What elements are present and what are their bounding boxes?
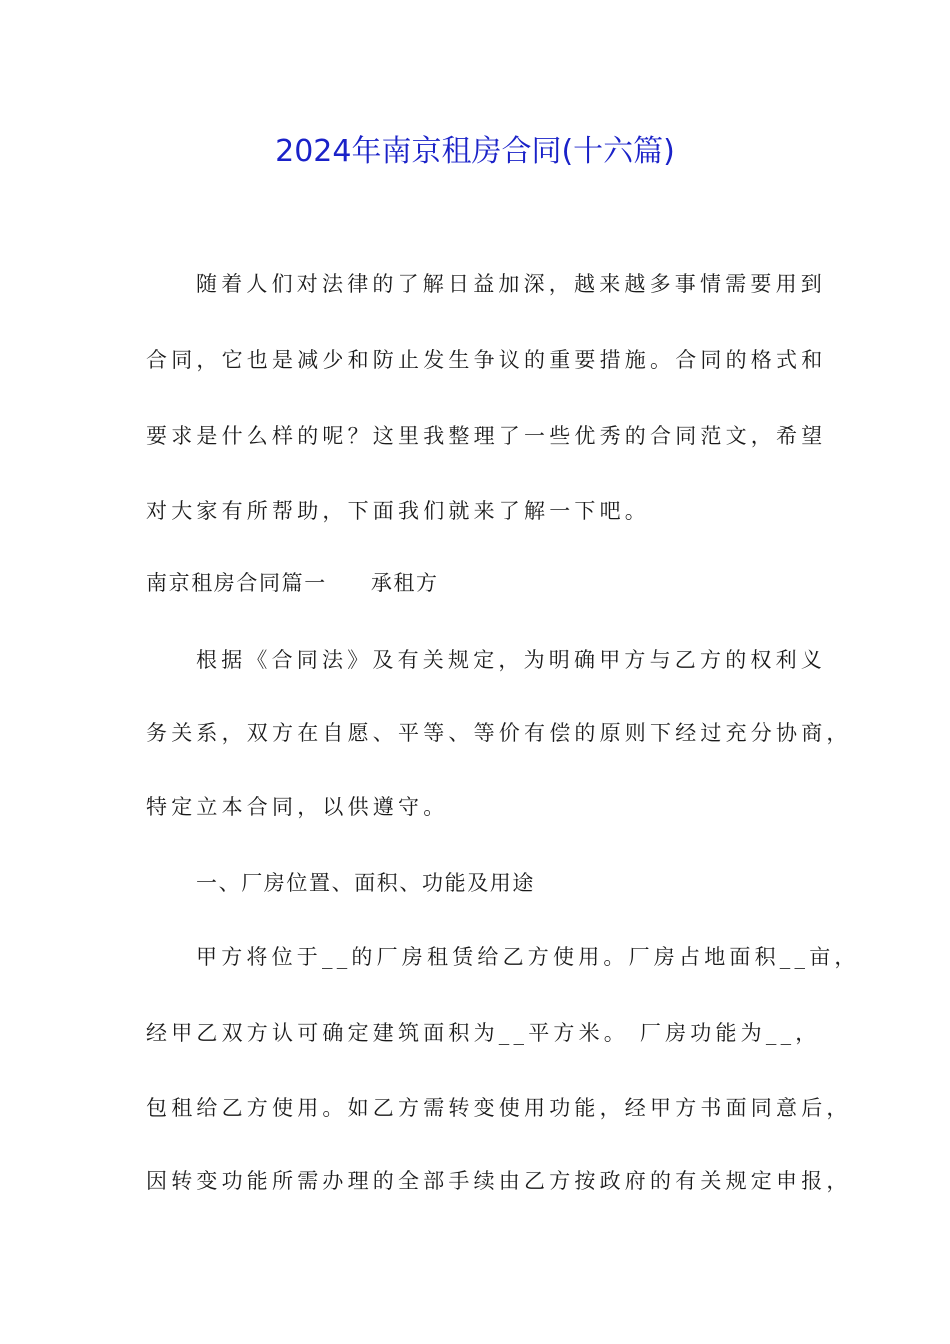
intro-line: 对大家有所帮助，下面我们就来了解一下吧。: [146, 499, 650, 523]
paragraph-line: 特定立本合同，以供遵守。: [146, 795, 449, 819]
intro-line: 合同，它也是减少和防止发生争议的重要措施。合同的格式和: [146, 348, 827, 372]
paragraph-line: 根据《合同法》及有关规定，为明确甲方与乙方的权利义: [196, 648, 826, 672]
paragraph-line: 务关系，双方在自愿、平等、等价有偿的原则下经过充分协商，: [146, 721, 852, 745]
document-title: 2024年南京租房合同(十六篇): [275, 134, 675, 169]
clause-heading: 一、厂房位置、面积、功能及用途: [196, 871, 535, 895]
clause-line: 甲方将位于__的厂房租赁给乙方使用。厂房占地面积__亩，: [196, 945, 860, 969]
section-heading: 南京租房合同篇一: [146, 571, 327, 595]
section-heading-line: [146, 568, 439, 598]
intro-line: 随着人们对法律的了解日益加深，越来越多事情需要用到: [196, 272, 826, 296]
clause-line: 包租给乙方使用。如乙方需转变使用功能，经甲方书面同意后，: [146, 1096, 852, 1120]
intro-line: 要求是什么样的呢？这里我整理了一些优秀的合同范文，希望: [146, 424, 827, 448]
clause-line: 因转变功能所需办理的全部手续由乙方按政府的有关规定申报，: [146, 1169, 852, 1193]
section-party: 承租方: [370, 571, 439, 595]
clause-line: 经甲乙双方认可确定建筑面积为__平方米。 厂房功能为__，: [146, 1021, 821, 1045]
